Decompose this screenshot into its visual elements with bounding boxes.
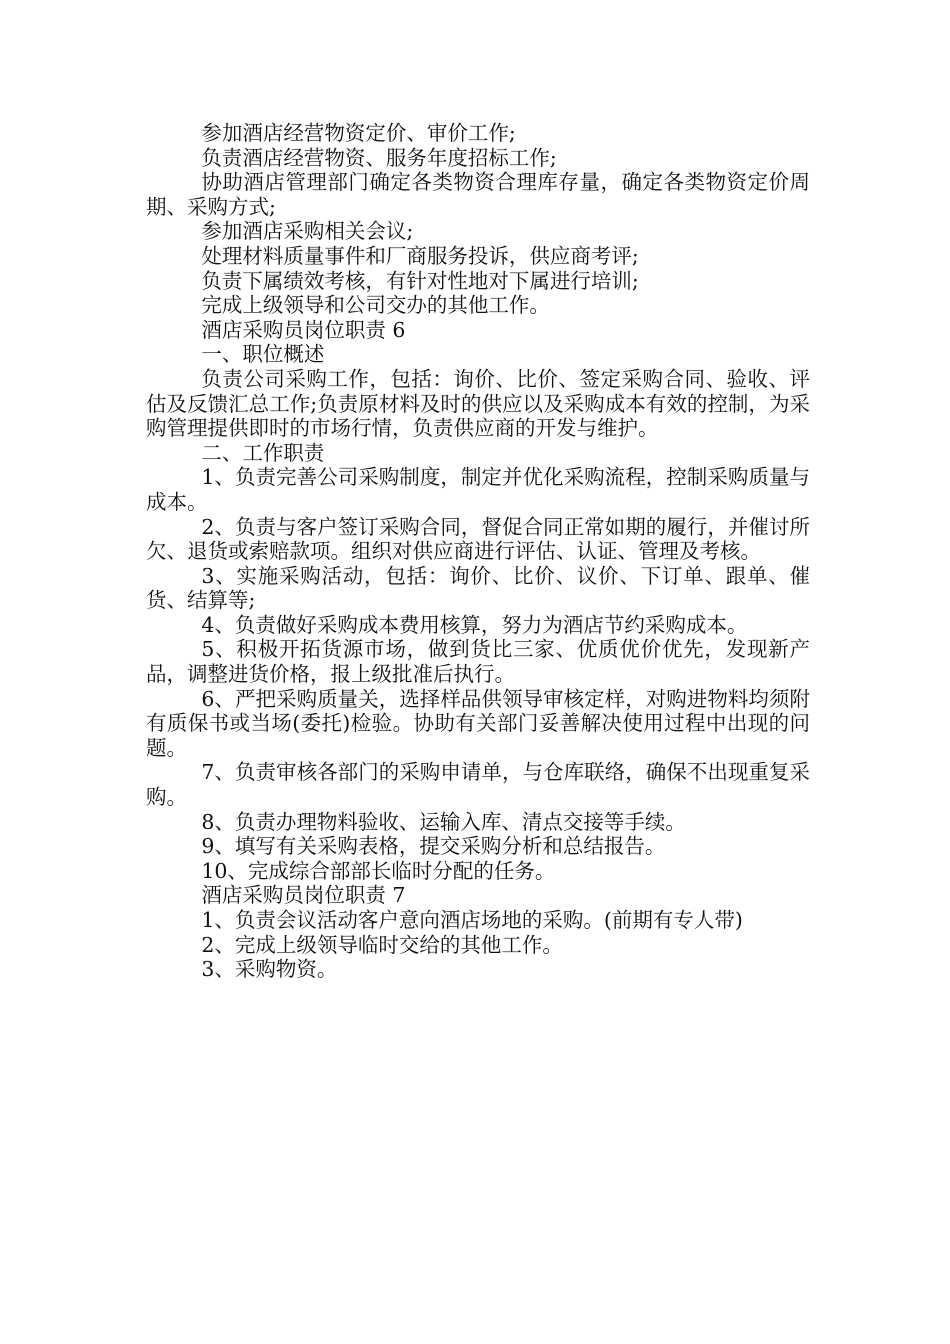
paragraph: 参加酒店采购相关会议; xyxy=(201,219,414,244)
list-item: 3、采购物资。 xyxy=(201,957,338,982)
list-item: 6、严把采购质量关，选择样品供领导审核定样，对购进物料均须附有质保书或当场(委托)检验。协助有关部门妥善解决使用过程中出现的问题。 xyxy=(146,686,810,760)
list-item: 3、实施采购活动，包括：询价、比价、议价、下订单、跟单、催货、结算等; xyxy=(146,563,810,613)
list-item: 5、积极开拓货源市场，做到货比三家、优质优价优先，发现新产品，调整进货价格，报上级批准后执行。 xyxy=(146,637,810,687)
list-item: 9、填写有关采购表格，提交采购分析和总结报告。 xyxy=(201,834,666,859)
document-body xyxy=(146,121,810,982)
list-item: 10、完成综合部部长临时分配的任务。 xyxy=(201,858,556,883)
paragraph: 参加酒店经营物资定价、审价工作; xyxy=(201,121,516,145)
paragraph: 负责公司采购工作，包括：询价、比价、签定采购合同、验收、评估及反馈汇总工作;负责原材料及时的供应以及采购成本有效的控制，为采购管理提供即时的市场行情，负责供应商的开发与维护。 xyxy=(146,366,810,441)
paragraph: 负责下属绩效考核，有针对性地对下属进行培训; xyxy=(201,268,639,293)
list-item: 7、负责审核各部门的采购申请单，与仓库联络，确保不出现重复采购。 xyxy=(146,760,810,810)
list-item: 1、负责完善公司采购制度，制定并优化采购流程，控制采购质量与成本。 xyxy=(146,465,810,514)
paragraph: 负责酒店经营物资、服务年度招标工作; xyxy=(201,145,557,170)
paragraph: 协助酒店管理部门确定各类物资合理库存量，确定各类物资定价周期、采购方式; xyxy=(146,170,810,219)
paragraph: 处理材料质量事件和厂商服务投诉，供应商考评; xyxy=(201,243,639,268)
list-item: 1、负责会议活动客户意向酒店场地的采购。(前期有专人带) xyxy=(201,908,743,932)
section-heading: 酒店采购员岗位职责 6 xyxy=(201,317,406,342)
list-item: 4、负责做好采购成本费用核算，努力为酒店节约采购成本。 xyxy=(201,612,748,637)
subsection-heading: 二、工作职责 xyxy=(201,440,325,465)
section-heading: 酒店采购员岗位职责 7 xyxy=(201,883,406,908)
list-item: 8、负责办理物料验收、运输入库、清点交接等手续。 xyxy=(201,809,686,834)
list-item: 2、负责与客户签订采购合同，督促合同正常如期的履行，并催讨所欠、退货或索赔款项。组织对供应商进行评估、认证、管理及考核。 xyxy=(146,514,810,564)
list-item: 2、完成上级领导临时交给的其他工作。 xyxy=(201,932,563,957)
paragraph: 完成上级领导和公司交办的其他工作。 xyxy=(201,293,550,318)
subsection-heading: 一、职位概述 xyxy=(201,342,325,367)
